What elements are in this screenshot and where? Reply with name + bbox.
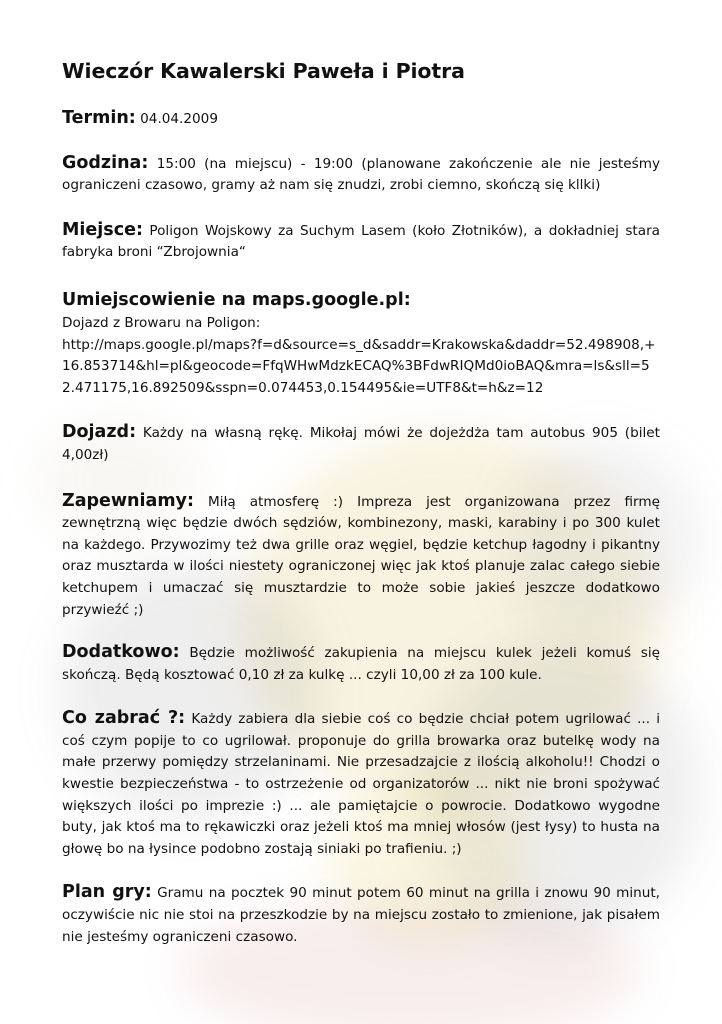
dojazd-text: Każdy na własną rękę. Mikołaj mówi że dojeżdża tam autobus 905 (bilet 4,00zł) [62, 425, 660, 463]
godzina-text: 15:00 (na miejscu) - 19:00 (planowane zakończenie ale nie jesteśmy ograniczeni czasowo, gramy aż nam się znudzi, zrobi ciemno, skończą się kllki) [62, 155, 660, 194]
section-co-zabrac [62, 708, 660, 860]
zapewniamy-label: Zapewniamy: [62, 490, 194, 511]
section-umiejscowienie [62, 287, 660, 399]
document-body [62, 56, 660, 948]
section-dojazd [62, 422, 660, 466]
plan-gry-label: Plan gry: [62, 882, 152, 903]
page-title: Wieczór Kawalerski Pawełа i Piotra [62, 59, 465, 83]
section-plan-gry [62, 882, 660, 948]
dojazd-label: Dojazd: [62, 422, 137, 443]
dodatkowo-text: Będzie możliwość zakupienia na miejscu kulek jeżeli komuś się skończą. Będą kosztować 0,10 zł za kulkę ... czyli 10,00 zł za 100 kule. [62, 645, 660, 683]
termin-label: Termin: [62, 108, 136, 128]
section-miejsce [62, 220, 660, 264]
miejsce-text: Poligon Wojskowy za Suchym Lasem (koło Złotników), a dokładniej stara fabryka broni “Zbrojownia“ [62, 222, 660, 261]
plan-gry-text: Gramu na pocztek 90 minut potem 60 minut na grilla i znowu 90 minut, oczywiście nic nie stoi na przeszkodzie by na miejscu zostało to zmienione, jak pisałem nie jesteśmy ograniczeni czasowo. [62, 885, 661, 945]
section-zapewniamy [62, 491, 660, 622]
umiejscowienie-label: Umiejscowienie na maps.google.pl: [62, 289, 411, 310]
section-godzina [62, 153, 660, 197]
zapewniamy-text: Miłą atmosferę :) Impreza jest organizowana przez firmę zewnętrzną więc będzie dwóch sędziów, kombinezony, maski, karabiny i po 300 kulet na każdego. Przywozimy też dwa grille oraz węgiel, będzie ketchup łagodny i pikantny oraz musztarda w ilości niestety ograniczonej więc jak ktoś planuje zalac całego siebie ketchupem i umaczać się musztardzie to może sobie jakieś jeszcze dodatkowo przywieźć ;) [62, 493, 660, 618]
co-zabrac-text: Każdy zabiera dla siebie coś co będzie chciał potem ugrilować ... i coś czym popije to co ugrilował. proponuje do grilla browarka oraz butelkę wody na małe przerwy pomiędzy strzelaninami. Nie przesadzajcie z ilością alkoholu!! Chodzi o kwestie bezpieczeństwa - to ostrzeżenie od organizatorów ... nikt nie broni spożywać większych ilości po imprezie :) ... ale pamiętajcie o powrocie. Dodatkowo wygodne buty, jak ktoś ma to rękawiczki oraz jeżeli ktoś ma mniej włosów (jest łysy) to husta na głowę bo na łysince podobno zostają siniaki po trafieniu. ;) [62, 711, 660, 857]
dodatkowo-label: Dodatkowo: [62, 642, 180, 663]
section-dodatkowo [62, 642, 660, 686]
termin-text: 04.04.2009 [140, 111, 218, 127]
maps-link[interactable]: http://maps.google.pl/maps?f=d&source=s_d&saddr=Krakowska&daddr=52.498908,+16.853714&hl=pl&geocode=FfqWHwMdzkECAQ%3BFdwRIQMd0ioBAQ&mra=ls&sll=52.471175,16.892509&sspn=0.074453,0.154495&ie=UTF8&t=h&z=12 [62, 336, 656, 396]
umiejscowienie-intro: Dojazd z Browaru na Poligon: [62, 314, 261, 331]
section-termin [62, 108, 660, 131]
godzina-label: Godzina: [62, 152, 149, 173]
co-zabrac-label: Co zabrać ?: [62, 708, 186, 729]
miejsce-label: Miejsce: [62, 219, 143, 240]
